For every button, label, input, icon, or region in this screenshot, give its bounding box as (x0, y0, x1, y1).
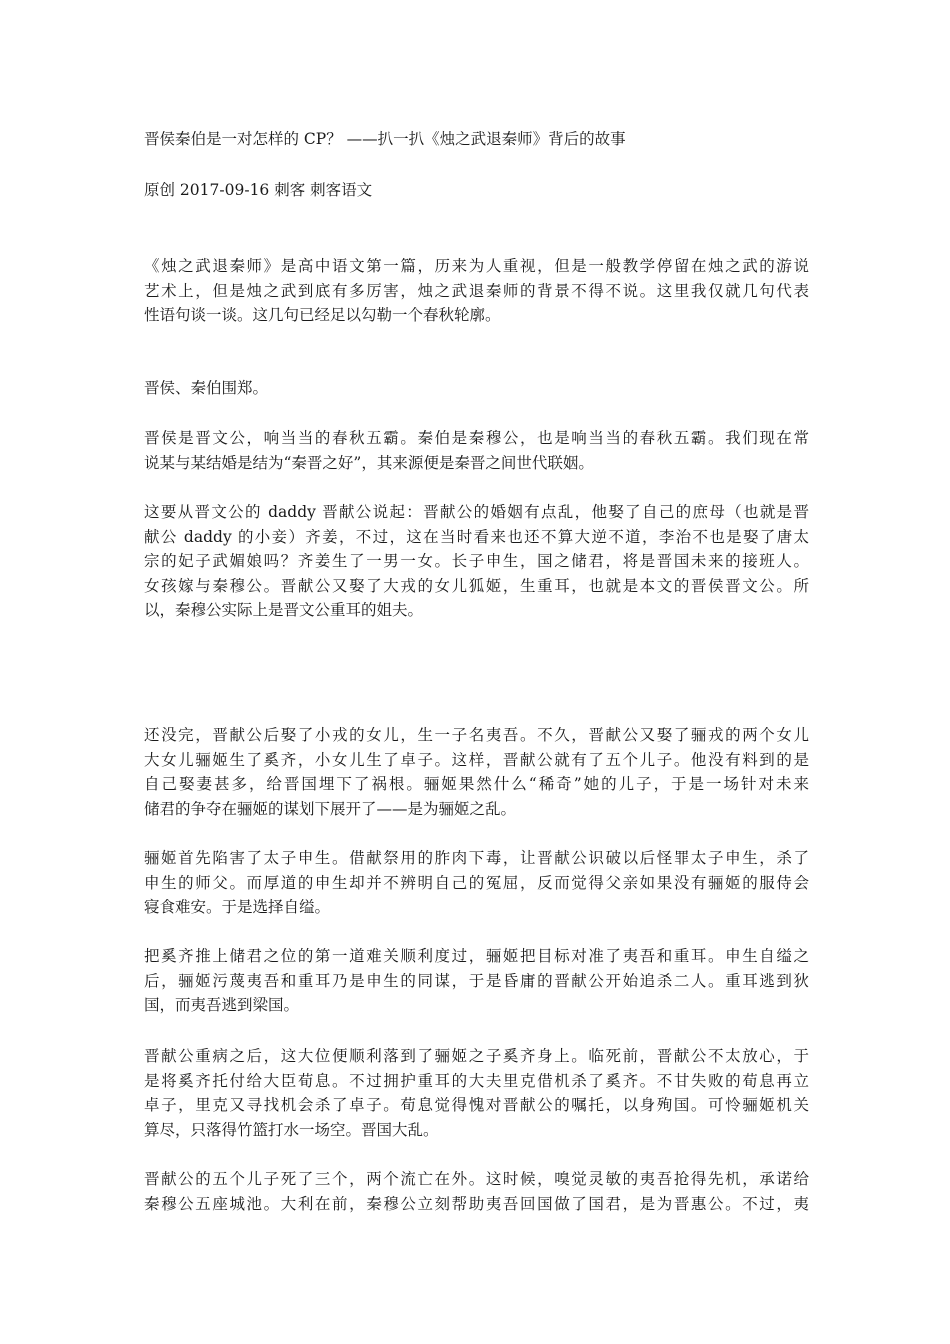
paragraph-line: 是将奚齐托付给大臣荀息。不过拥护重耳的大夫里克借机杀了奚齐。不甘失败的荀息再立 (144, 1071, 809, 1090)
paragraph-line: 晋献公的五个儿子死了三个，两个流亡在外。这时候，嗅觉灵敏的夷吾抢得先机，承诺给 (144, 1170, 809, 1188)
paragraph-5 (144, 944, 809, 1018)
section-heading-text: 晋侯、秦伯围郑。 (144, 379, 269, 397)
paragraph-line: 性语句谈一谈。这几句已经足以勾勒一个春秋轮廓。 (144, 306, 501, 324)
article-title (144, 127, 809, 152)
paragraph-line: 骊姬首先陷害了太子申生。借献祭用的胙肉下毒，让晋献公识破以后怪罪太子申生，杀了 (144, 849, 809, 867)
article-meta-text: 原创 2017-09-16 刺客 刺客语文 (144, 181, 373, 199)
paragraph-line: 艺术上，但是烛之武到底有多厉害，烛之武退秦师的背景不得不说。这里我仅就几句代表 (144, 281, 809, 300)
paragraph-line: 说某与某结婚是结为“秦晋之好”，其来源便是秦晋之间世代联姻。 (144, 453, 594, 472)
paragraph-intro (144, 254, 809, 328)
paragraph-line: 卓子，里克又寻找机会杀了卓子。荀息觉得愧对晋献公的嘱托，以身殉国。可怜骊姬机关 (144, 1096, 809, 1114)
paragraph-line: 晋献公重病之后，这大位便顺利落到了骊姬之子奚齐身上。临死前，晋献公不太放心，于 (144, 1047, 809, 1065)
paragraph-line: 国，而夷吾逃到梁国。 (144, 996, 300, 1014)
article-title-text: 晋侯秦伯是一对怎样的 CP？ ——扒一扒《烛之武退秦师》背后的故事 (144, 130, 626, 148)
paragraph-line: 储君的争夺在骊姬的谋划下展开了——是为骊姬之乱。 (144, 799, 517, 818)
paragraph-line: 以，秦穆公实际上是晋文公重耳的姐夫。 (144, 601, 424, 619)
paragraph-line: 还没完，晋献公后娶了小戎的女儿，生一子名夷吾。不久，晋献公又娶了骊戎的两个女儿 (144, 726, 809, 744)
section-heading (144, 376, 809, 401)
paragraph-line: 把奚齐推上储君之位的第一道难关顺利度过，骊姬把目标对准了夷吾和重耳。申生自缢之 (144, 947, 809, 965)
paragraph-line: 献公 daddy 的小妾）齐姜，不过，这在当时看来也还不算大逆不道，李治不也是娶了唐太 (144, 527, 809, 546)
paragraph-line: 《烛之武退秦师》是高中语文第一篇，历来为人重视，但是一般教学停留在烛之武的游说 (144, 257, 809, 275)
paragraph-line: 寝食难安。于是选择自缢。 (144, 898, 331, 916)
paragraph-line: 算尽，只落得竹篮打水一场空。晋国大乱。 (144, 1120, 439, 1139)
paragraph-7 (144, 1167, 809, 1216)
paragraph-line: 大女儿骊姬生了奚齐，小女儿生了卓子。这样，晋献公就有了五个儿子。他没有料到的是 (144, 750, 809, 769)
paragraph-line: 秦穆公五座城池。大利在前，秦穆公立刻帮助夷吾回国做了国君，是为晋惠公。不过，夷 (144, 1194, 809, 1213)
paragraph-line: 宗的妃子武媚娘吗？齐姜生了一男一女。长子申生，国之储君，将是晋国未来的接班人。 (144, 552, 809, 570)
paragraph-2 (144, 500, 809, 623)
paragraph-3 (144, 723, 809, 821)
paragraph-line: 女孩嫁与秦穆公。晋献公又娶了大戎的女儿狐姬，生重耳，也就是本文的晋侯晋文公。所 (144, 576, 809, 595)
paragraph-4 (144, 846, 809, 920)
article-meta (144, 178, 809, 203)
paragraph-1 (144, 426, 809, 475)
paragraph-line: 这要从晋文公的 daddy 晋献公说起：晋献公的婚姻有点乱，他娶了自己的庶母（也就是晋 (144, 503, 809, 521)
paragraph-6 (144, 1044, 809, 1142)
paragraph-line: 自己娶妻甚多，给晋国埋下了祸根。骊姬果然什么“稀奇”她的儿子，于是一场针对未来 (144, 775, 809, 793)
paragraph-line: 后，骊姬污蔑夷吾和重耳乃是申生的同谋，于是昏庸的晋献公开始追杀二人。重耳逃到狄 (144, 971, 809, 990)
paragraph-line: 申生的师父。而厚道的申生却并不辨明自己的冤屈，反而觉得父亲如果没有骊姬的服侍会 (144, 873, 809, 892)
paragraph-line: 晋侯是晋文公，响当当的春秋五霸。秦伯是秦穆公，也是响当当的春秋五霸。我们现在常 (144, 429, 809, 447)
